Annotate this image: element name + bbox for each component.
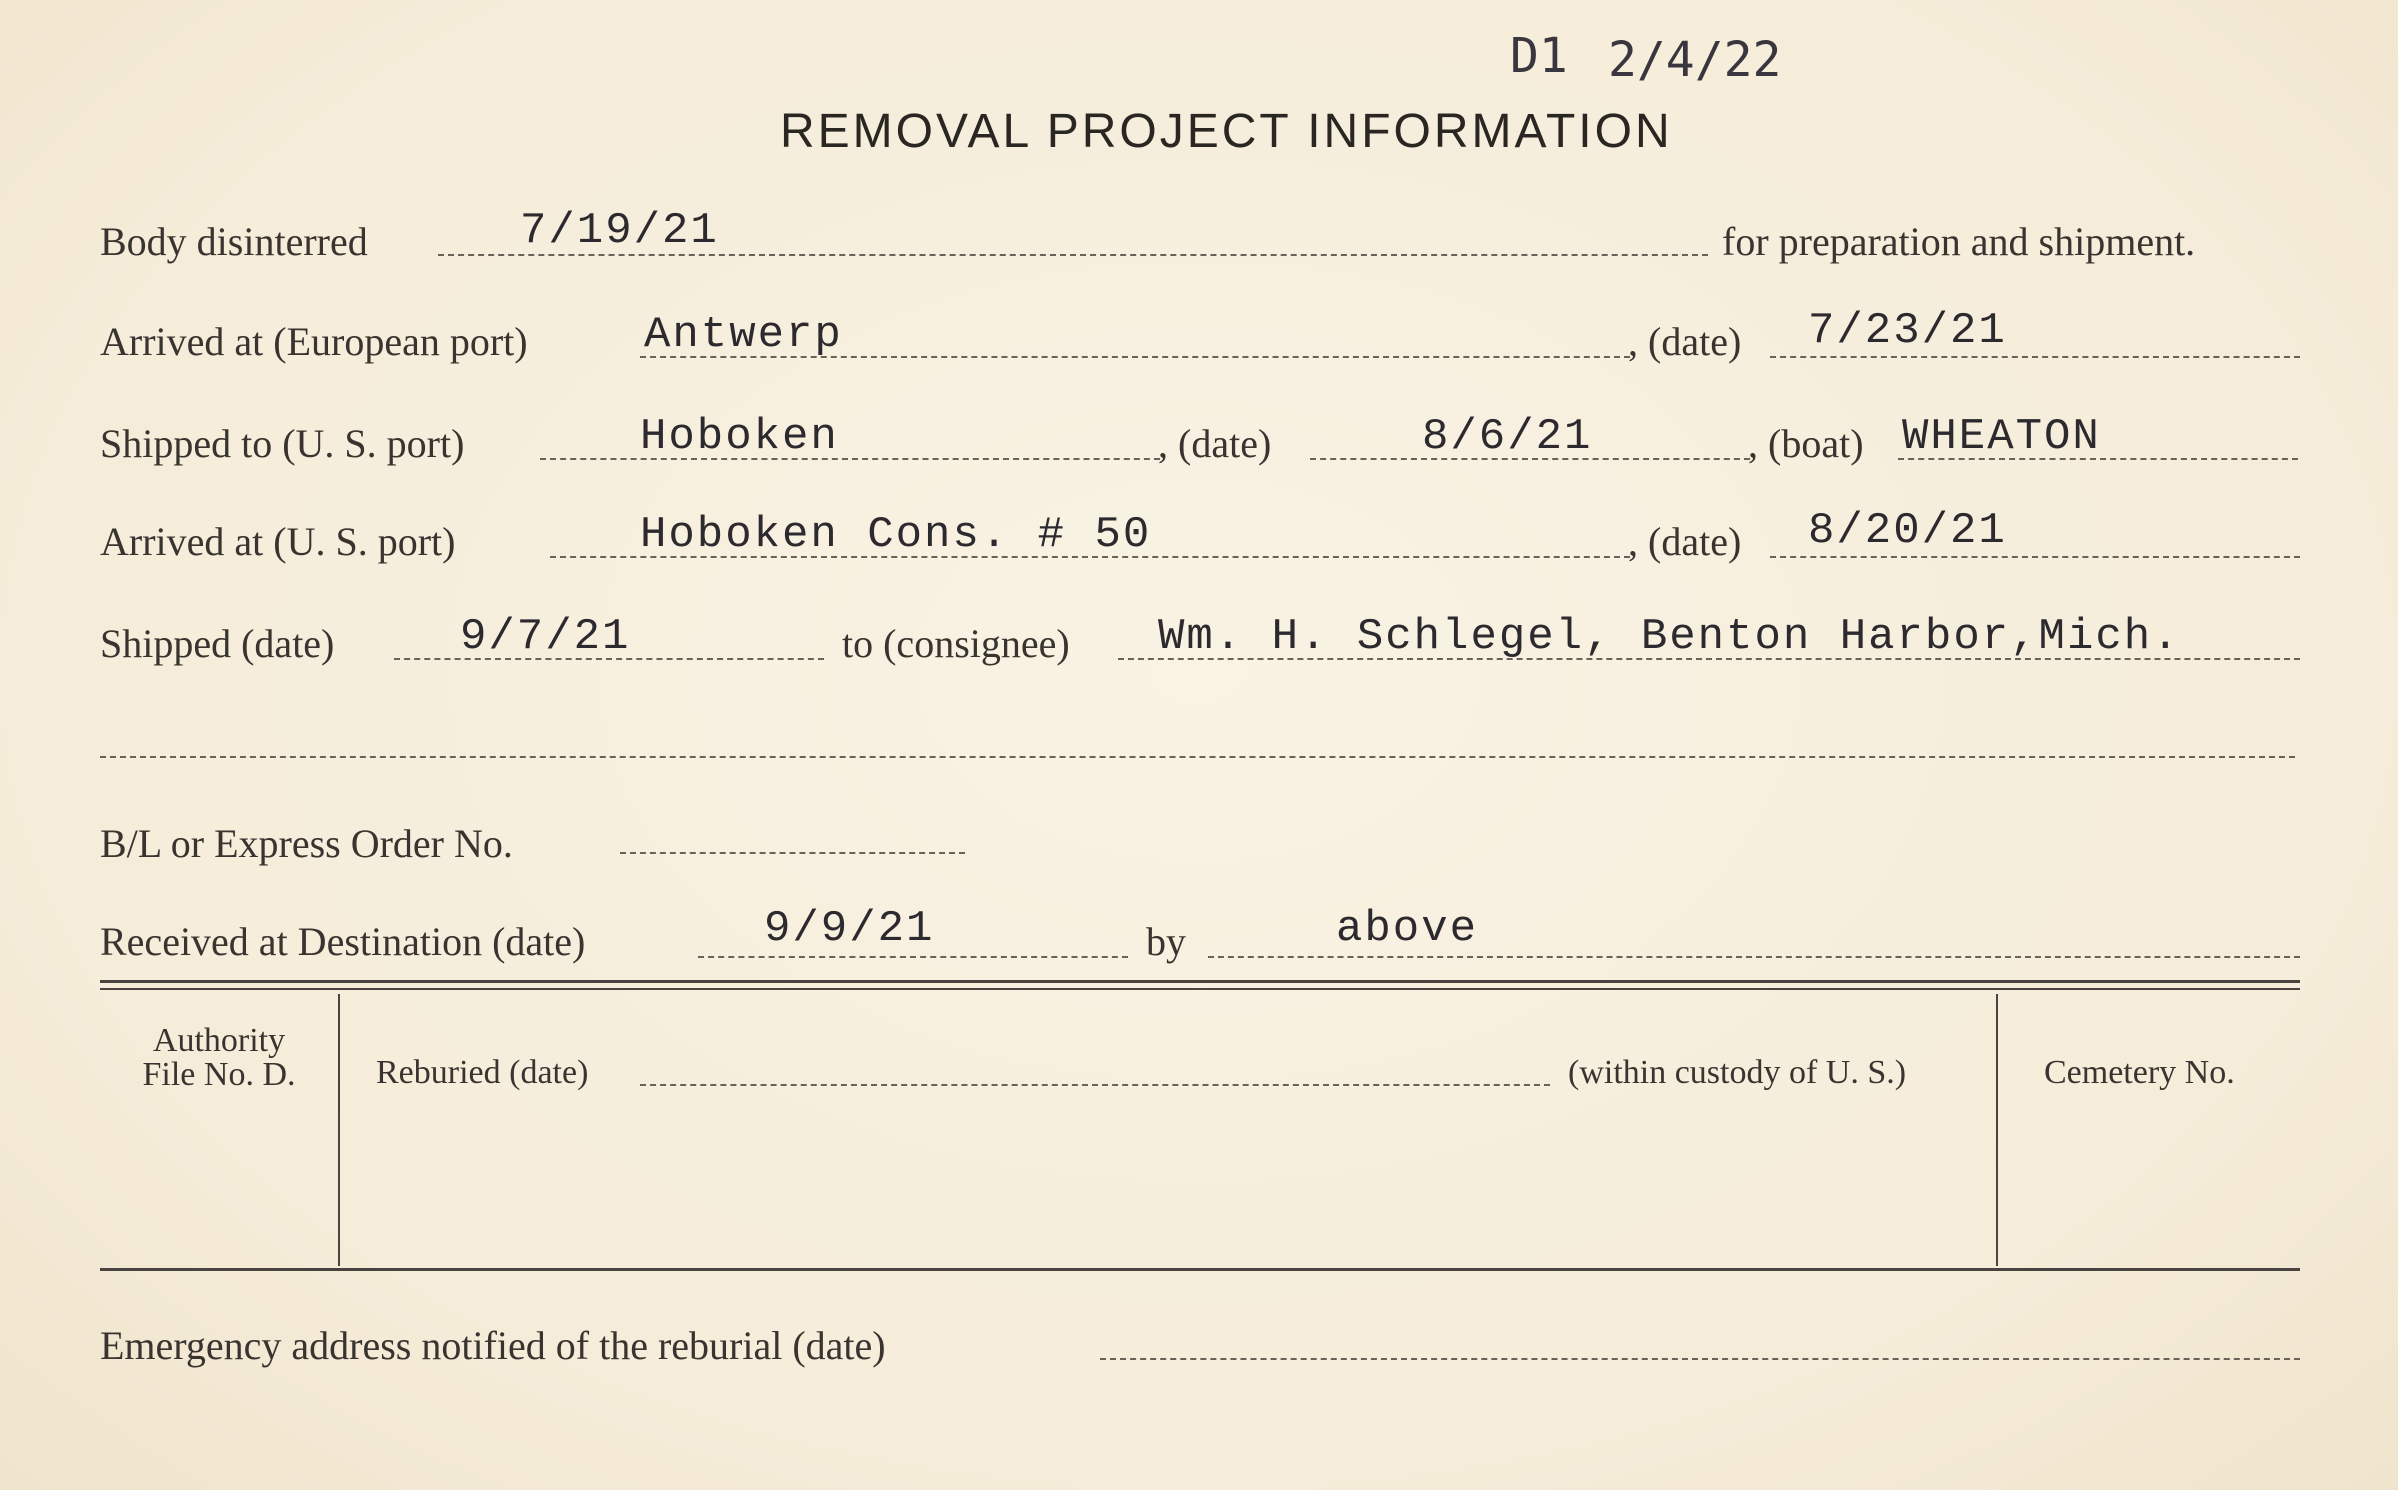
us-port-date-value: 8/6/21: [1422, 412, 1593, 462]
blank-line: [100, 756, 2295, 758]
arrived-us-port-value: Hoboken Cons. # 50: [640, 510, 1152, 560]
consignee-label: to (consignee): [842, 621, 1070, 666]
arrived-us-port-date-value: 8/20/21: [1808, 506, 2007, 556]
european-port-date-line: [1770, 356, 2300, 358]
boat-label: , (boat): [1748, 421, 1864, 466]
received-by-line: [1208, 956, 2300, 958]
bl-order-line: [620, 852, 965, 854]
shipped-date-label: Shipped (date): [100, 621, 335, 666]
shipment-suffix: for preparation and shipment.: [1722, 219, 2196, 264]
received-by-value: above: [1336, 904, 1479, 954]
received-destination-value: 9/9/21: [764, 904, 935, 954]
european-port-date-value: 7/23/21: [1808, 306, 2007, 356]
table-top-rule-2: [100, 988, 2300, 990]
received-destination-label: Received at Destination (date): [100, 919, 586, 964]
us-port-date-label: , (date): [1158, 421, 1272, 466]
reburied-label: Reburied (date): [376, 1054, 589, 1091]
body-disinterred-label: Body disinterred: [100, 219, 368, 264]
emergency-address-line: [1100, 1358, 2300, 1360]
body-disinterred-value: 7/19/21: [520, 206, 719, 256]
us-port-value: Hoboken: [640, 412, 839, 462]
page-title: REMOVAL PROJECT INFORMATION: [780, 105, 1673, 158]
consignee-value: Wm. H. Schlegel, Benton Harbor,Mich.: [1158, 612, 2181, 662]
table-divider-1: [338, 994, 340, 1266]
european-port-date-label: , (date): [1628, 319, 1742, 364]
arrived-us-port-date-line: [1770, 556, 2300, 558]
authority-label-2: File No. D.: [142, 1056, 296, 1093]
reburied-line: [640, 1084, 1550, 1086]
table-bottom-rule: [100, 1268, 2300, 1271]
us-port-label: Shipped to (U. S. port): [100, 421, 465, 466]
stamp-mark: D1: [1510, 28, 1568, 84]
received-destination-line: [698, 956, 1128, 958]
custody-label: (within custody of U. S.): [1568, 1054, 1907, 1091]
shipped-date-value: 9/7/21: [460, 612, 631, 662]
received-by-label: by: [1146, 919, 1186, 964]
table-divider-2: [1996, 994, 1998, 1266]
european-port-value: Antwerp: [644, 310, 843, 360]
us-port-line: [540, 458, 1160, 460]
arrived-us-port-label: Arrived at (U. S. port): [100, 519, 456, 564]
authority-label-1: Authority: [152, 1022, 286, 1059]
emergency-address-label: Emergency address notified of the reburial (date): [100, 1323, 886, 1368]
bl-order-label: B/L or Express Order No.: [100, 821, 513, 866]
european-port-label: Arrived at (European port): [100, 319, 528, 364]
arrived-us-port-date-label: , (date): [1628, 519, 1742, 564]
stamp-date: 2/4/22: [1608, 32, 1782, 88]
cemetery-label: Cemetery No.: [2044, 1054, 2235, 1091]
table-top-rule: [100, 980, 2300, 983]
boat-value: WHEATON: [1902, 412, 2101, 462]
